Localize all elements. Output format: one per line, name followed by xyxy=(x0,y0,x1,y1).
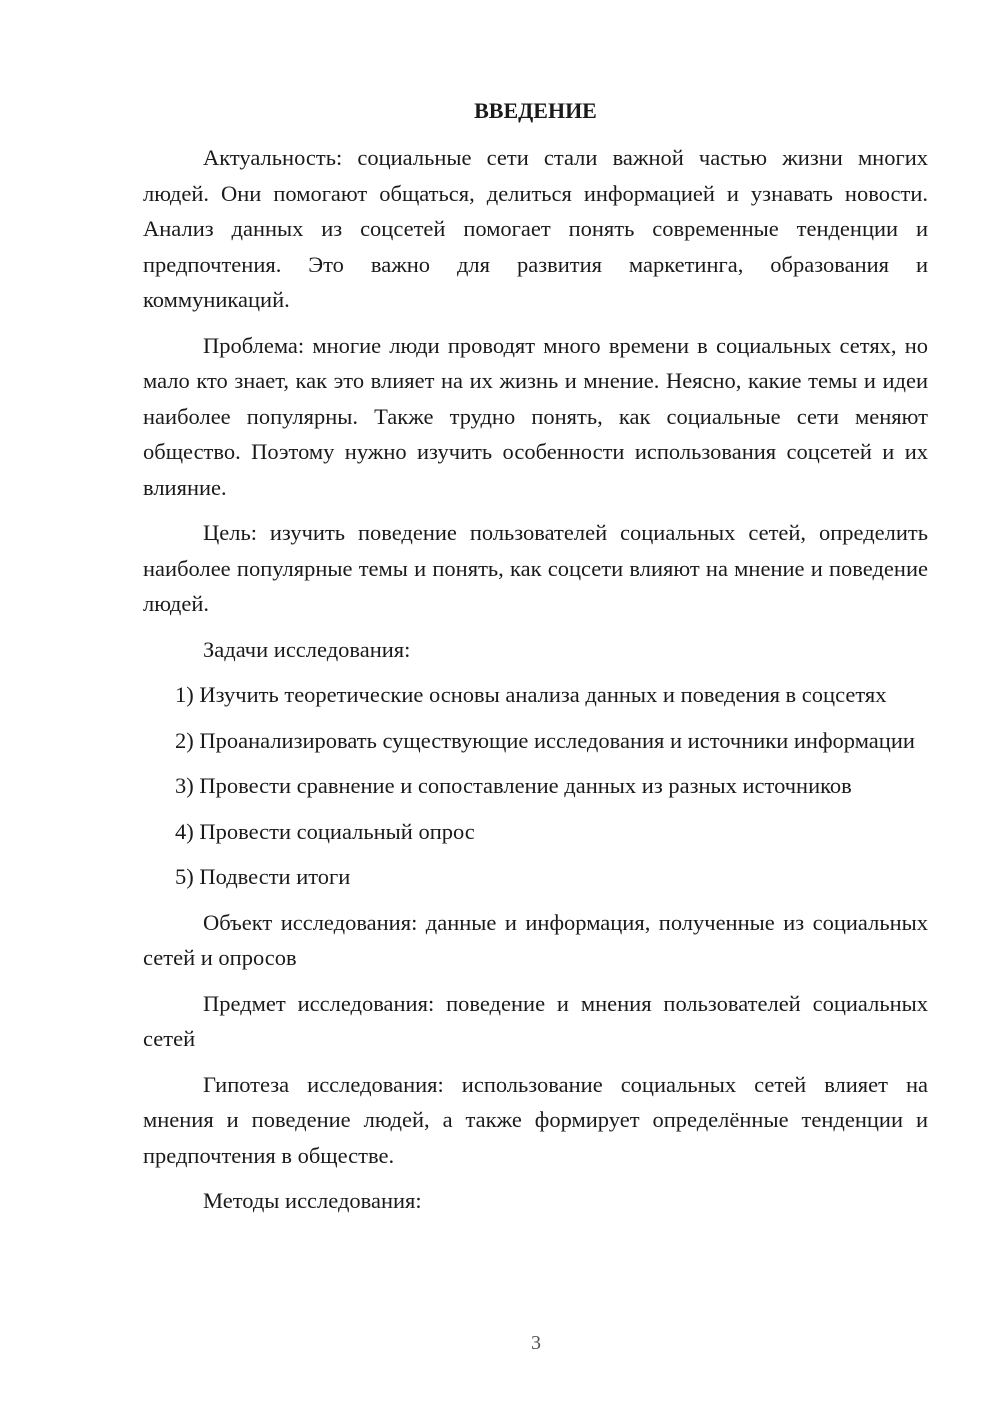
task-item-4: 4) Провести социальный опрос xyxy=(175,818,475,844)
task-item-2: 2) Проанализировать существующие исследования и источники информации xyxy=(175,727,915,753)
tasks-heading: Задачи исследования: xyxy=(203,636,411,662)
object-paragraph: Объект исследования: данные и информация, полученные из социальных сетей и опросов xyxy=(143,909,928,970)
task-item-5: 5) Подвести итоги xyxy=(175,864,351,889)
methods-heading: Методы исследования: xyxy=(203,1188,422,1213)
page-number: 3 xyxy=(531,1332,541,1354)
goal-paragraph: Цель: изучить поведение пользователей социальных сетей, определить наиболее популярные темы и понять, как соцсети влияют на мнение и поведение людей. xyxy=(143,520,928,616)
document-page xyxy=(143,92,928,1229)
task-item-3: 3) Провести сравнение и сопоставление данных из разных источников xyxy=(175,773,852,798)
subject-paragraph: Предмет исследования: поведение и мнения пользователей социальных сетей xyxy=(143,990,928,1051)
problem-paragraph: Проблема: многие люди проводят много времени в социальных сетях, но мало кто знает, как это влияет на их жизнь и мнение. Неясно, какие темы и идеи наиболее популярны. Также трудно понять, как социальные сети меняют общество. Поэтому нужно изучить особенности использования соцсетей и их влияние. xyxy=(143,332,928,500)
page-title: ВВЕДЕНИЕ xyxy=(474,98,597,123)
hypothesis-paragraph: Гипотеза исследования: использование социальных сетей влияет на мнения и поведение людей, а также формирует определённые тенденции и предпочтения в обществе. xyxy=(143,1071,928,1168)
relevance-paragraph: Актуальность: социальные сети стали важной частью жизни многих людей. Они помогают общаться, делиться информацией и узнавать новости. Анализ данных из соцсетей помогает понять современные тенденции и предпочтения. Это важно для развития маркетинга, образования и коммуникаций. xyxy=(143,145,928,312)
task-item-1: 1) Изучить теоретические основы анализа данных и поведения в соцсетях xyxy=(175,682,887,707)
